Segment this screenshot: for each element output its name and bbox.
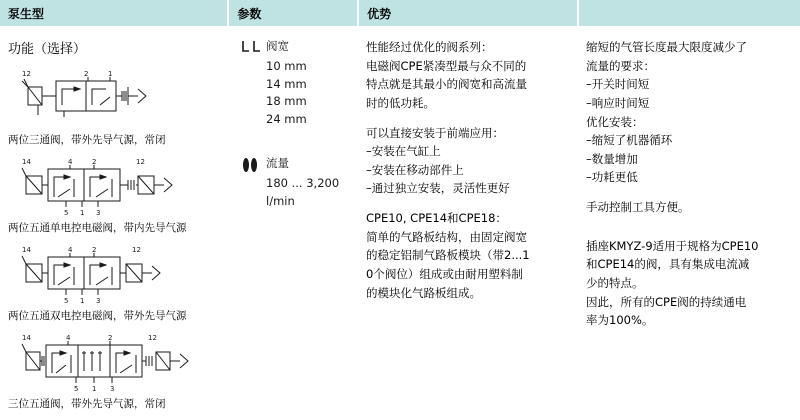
header-cell-type: 泵生型	[0, 0, 227, 26]
symbol-caption-3: 两位五通双电控电磁阀，带外先导气源	[8, 310, 187, 323]
svg-text:3: 3	[110, 385, 115, 394]
svg-text:2: 2	[92, 158, 97, 167]
valve-width-value-2: 14 mm	[266, 76, 307, 91]
advantage-line: 0个阀位）组成或由耐用塑料制	[366, 266, 523, 281]
advantage-line: –数量增加	[586, 151, 638, 166]
advantage-line: 时的低功耗。	[366, 95, 435, 110]
advantage-line: –安装在气缸上	[366, 144, 441, 159]
svg-text:1: 1	[80, 209, 85, 218]
advantage-line: 少的特点。	[586, 275, 644, 290]
svg-text:2: 2	[92, 246, 97, 255]
valve-symbol-5-2-way-single-icon	[8, 155, 218, 217]
svg-text:12: 12	[148, 334, 157, 343]
svg-text:14: 14	[22, 246, 31, 255]
svg-text:2: 2	[108, 334, 113, 343]
valve-symbol-5-2-way-double-icon	[8, 243, 218, 305]
advantage-line: 率为100%。	[586, 313, 654, 328]
column-function	[0, 26, 230, 420]
svg-text:14: 14	[22, 158, 31, 167]
svg-text:4: 4	[68, 246, 73, 255]
advantage-line: 插座KMYZ-9适用于规格为CPE10	[586, 238, 759, 253]
symbol-caption-4: 三位五通阀，带外先导气源，常闭	[8, 398, 166, 411]
advantage-line: 优化安装：	[586, 114, 644, 129]
advantage-optimized-series	[366, 38, 572, 113]
svg-text:1: 1	[80, 297, 85, 306]
advantage-line: –开关时间短	[586, 77, 650, 92]
parameter-flow-rate	[240, 155, 358, 210]
column-advantages-cont	[578, 26, 800, 420]
advantage-line: 的稳定铝制气路板模块（带2...1	[366, 248, 530, 263]
advantage-line: 性能经过优化的阀系列：	[366, 40, 493, 54]
advantage-line: 缩短的气管长度最大限度减少了	[586, 40, 747, 54]
advantage-line: –通过独立安装，灵活性更好	[366, 181, 510, 196]
parameter-valve-width	[240, 38, 358, 129]
svg-text:4: 4	[66, 334, 71, 343]
advantage-line: 因此，所有的CPE阀的持续通电	[586, 294, 747, 309]
valve-width-value-4: 24 mm	[266, 112, 307, 127]
valve-symbol-3-2-way-icon	[8, 67, 208, 129]
advantage-line: –功耗更低	[586, 170, 638, 185]
parameter-spacer	[240, 133, 358, 155]
parameter-flow-rate-text	[266, 155, 358, 210]
svg-text:4: 4	[68, 158, 73, 167]
symbol-block-2	[8, 155, 230, 235]
svg-text:5: 5	[74, 385, 79, 394]
advantage-line: 手动控制工具方便。	[586, 200, 690, 214]
header-cell-parameters: 参数	[229, 0, 357, 26]
valve-symbol-5-3-way-icon	[8, 331, 223, 393]
valve-width-value-3: 18 mm	[266, 94, 307, 109]
paragraph-spacer	[586, 228, 794, 237]
content-columns	[0, 26, 800, 420]
svg-text:1: 1	[92, 385, 97, 394]
header-cell-advantages-cont	[579, 0, 800, 26]
function-title: 功能（选择）	[8, 42, 87, 57]
symbol-caption-2: 两位五通单电控电磁阀，带内先导气源	[8, 222, 187, 235]
svg-text:12: 12	[136, 158, 145, 167]
symbol-block-1	[8, 67, 230, 147]
svg-text:5: 5	[64, 209, 69, 218]
advantage-short-tubing	[586, 38, 794, 187]
header-band	[0, 0, 800, 26]
advantage-line: 特点就是其最小的阀宽和高流量	[366, 77, 527, 92]
advantage-line: 简单的气路板结构，由固定阀宽	[366, 229, 527, 244]
parameter-valve-width-text	[266, 38, 307, 129]
advantage-line: 流量的要求：	[586, 58, 655, 73]
advantage-front-end	[366, 124, 572, 199]
advantage-line: 和CPE14的阀，具有集成电流减	[586, 257, 750, 272]
valve-width-icon	[240, 38, 266, 58]
svg-text:3: 3	[96, 209, 101, 218]
symbol-block-3	[8, 243, 230, 323]
svg-text:14: 14	[22, 334, 31, 343]
svg-text:12: 12	[132, 246, 141, 255]
flow-rate-value: 180 ... 3,200 l/min	[266, 175, 340, 208]
advantage-manifold	[366, 209, 572, 302]
symbol-block-4	[8, 331, 230, 411]
advantage-manual-override	[586, 198, 794, 217]
parameter-flow-rate-label: 流量	[266, 156, 289, 171]
advantage-line: CPE10, CPE14和CPE18：	[366, 211, 507, 225]
flow-rate-icon	[240, 155, 266, 177]
advantage-line: –安装在移动部件上	[366, 162, 464, 177]
advantage-line: 可以直接安装于前端应用：	[366, 125, 504, 140]
svg-text:3: 3	[96, 297, 101, 306]
valve-width-value-1: 10 mm	[266, 58, 307, 73]
svg-text:1: 1	[108, 70, 113, 78]
svg-text:12: 12	[22, 70, 31, 78]
advantage-line: –响应时间短	[586, 95, 650, 110]
parameter-valve-width-label: 阀宽	[266, 39, 289, 53]
advantage-line: 的模块化气路板组成。	[366, 285, 481, 300]
header-cell-advantages: 优势	[359, 0, 576, 26]
advantage-socket	[586, 237, 794, 330]
advantage-line: 电磁阀CPE紧凑型最与众不同的	[366, 58, 527, 73]
column-parameters	[230, 26, 358, 420]
svg-text:5: 5	[64, 297, 69, 306]
svg-text:2: 2	[84, 70, 89, 78]
advantage-line: –缩短了机器循环	[586, 133, 673, 148]
symbol-caption-1: 两位三通阀，带外先导气源，常闭	[8, 134, 166, 146]
column-advantages	[358, 26, 578, 420]
